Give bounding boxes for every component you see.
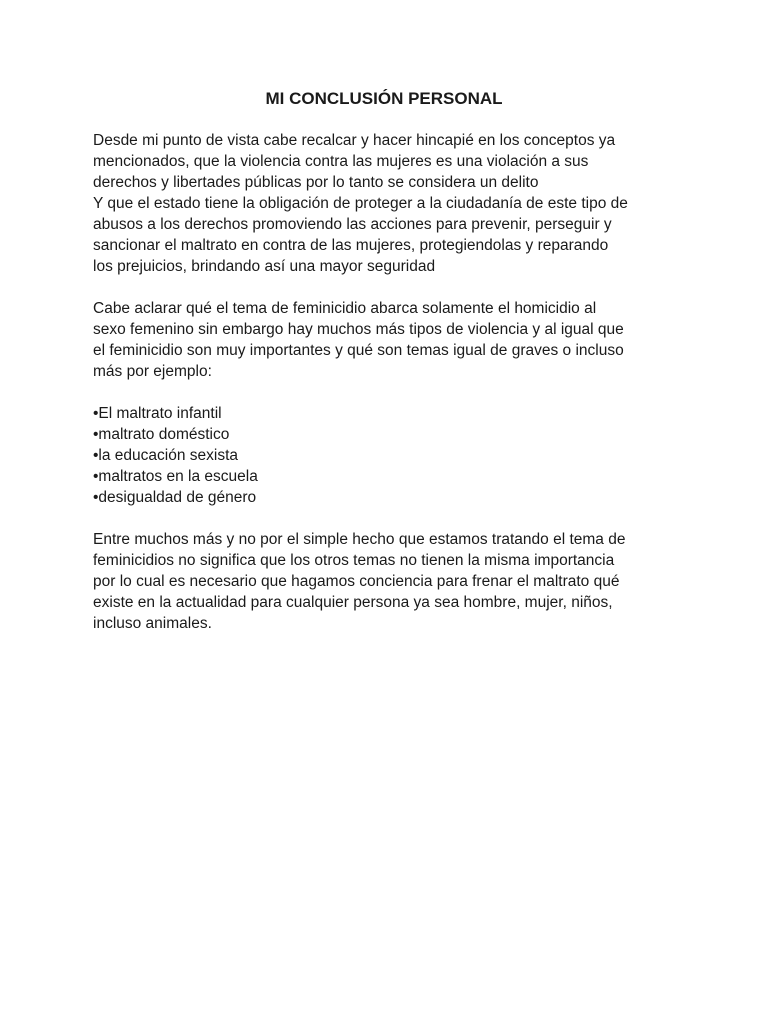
text-line: sexo femenino sin embargo hay muchos más tipos de violencia y al igual que <box>93 321 624 338</box>
document-body <box>93 130 693 634</box>
text-line: abusos a los derechos promoviendo las acciones para prevenir, perseguir y <box>93 216 612 233</box>
paragraph-3 <box>93 529 693 634</box>
text-line: Entre muchos más y no por el simple hecho que estamos tratando el tema de <box>93 531 626 548</box>
list-item: •maltrato doméstico <box>93 426 230 443</box>
text-line: el feminicidio son muy importantes y qué son temas igual de graves o incluso <box>93 342 624 359</box>
text-line: Y que el estado tiene la obligación de proteger a la ciudadanía de este tipo de <box>93 195 628 212</box>
text-line: los prejuicios, brindando así una mayor seguridad <box>93 258 436 275</box>
text-line: mencionados, que la violencia contra las mujeres es una violación a sus <box>93 153 589 170</box>
paragraph-1 <box>93 130 693 277</box>
paragraph-2 <box>93 298 693 382</box>
bullet-list <box>93 403 693 508</box>
paragraph-spacer <box>93 382 693 403</box>
list-item: •maltratos en la escuela <box>93 468 258 485</box>
text-line: sancionar el maltrato en contra de las mujeres, protegiendolas y reparando <box>93 237 609 254</box>
paragraph-spacer <box>93 508 693 529</box>
list-item: •la educación sexista <box>93 447 239 464</box>
list-item: •El maltrato infantil <box>93 405 222 422</box>
text-line: derechos y libertades públicas por lo tanto se considera un delito <box>93 174 539 191</box>
text-line: incluso animales. <box>93 615 212 632</box>
text-line: por lo cual es necesario que hagamos conciencia para frenar el maltrato qué <box>93 573 620 590</box>
document-title: MI CONCLUSIÓN PERSONAL <box>265 89 503 108</box>
text-line: más por ejemplo: <box>93 363 212 380</box>
text-line: existe en la actualidad para cualquier persona ya sea hombre, mujer, niños, <box>93 594 613 611</box>
text-line: Cabe aclarar qué el tema de feminicidio abarca solamente el homicidio al <box>93 300 597 317</box>
list-item: •desigualdad de género <box>93 489 257 506</box>
paragraph-spacer <box>93 277 693 298</box>
text-line: feminicidios no significa que los otros temas no tienen la misma importancia <box>93 552 615 569</box>
text-line: Desde mi punto de vista cabe recalcar y hacer hincapié en los conceptos ya <box>93 132 616 149</box>
